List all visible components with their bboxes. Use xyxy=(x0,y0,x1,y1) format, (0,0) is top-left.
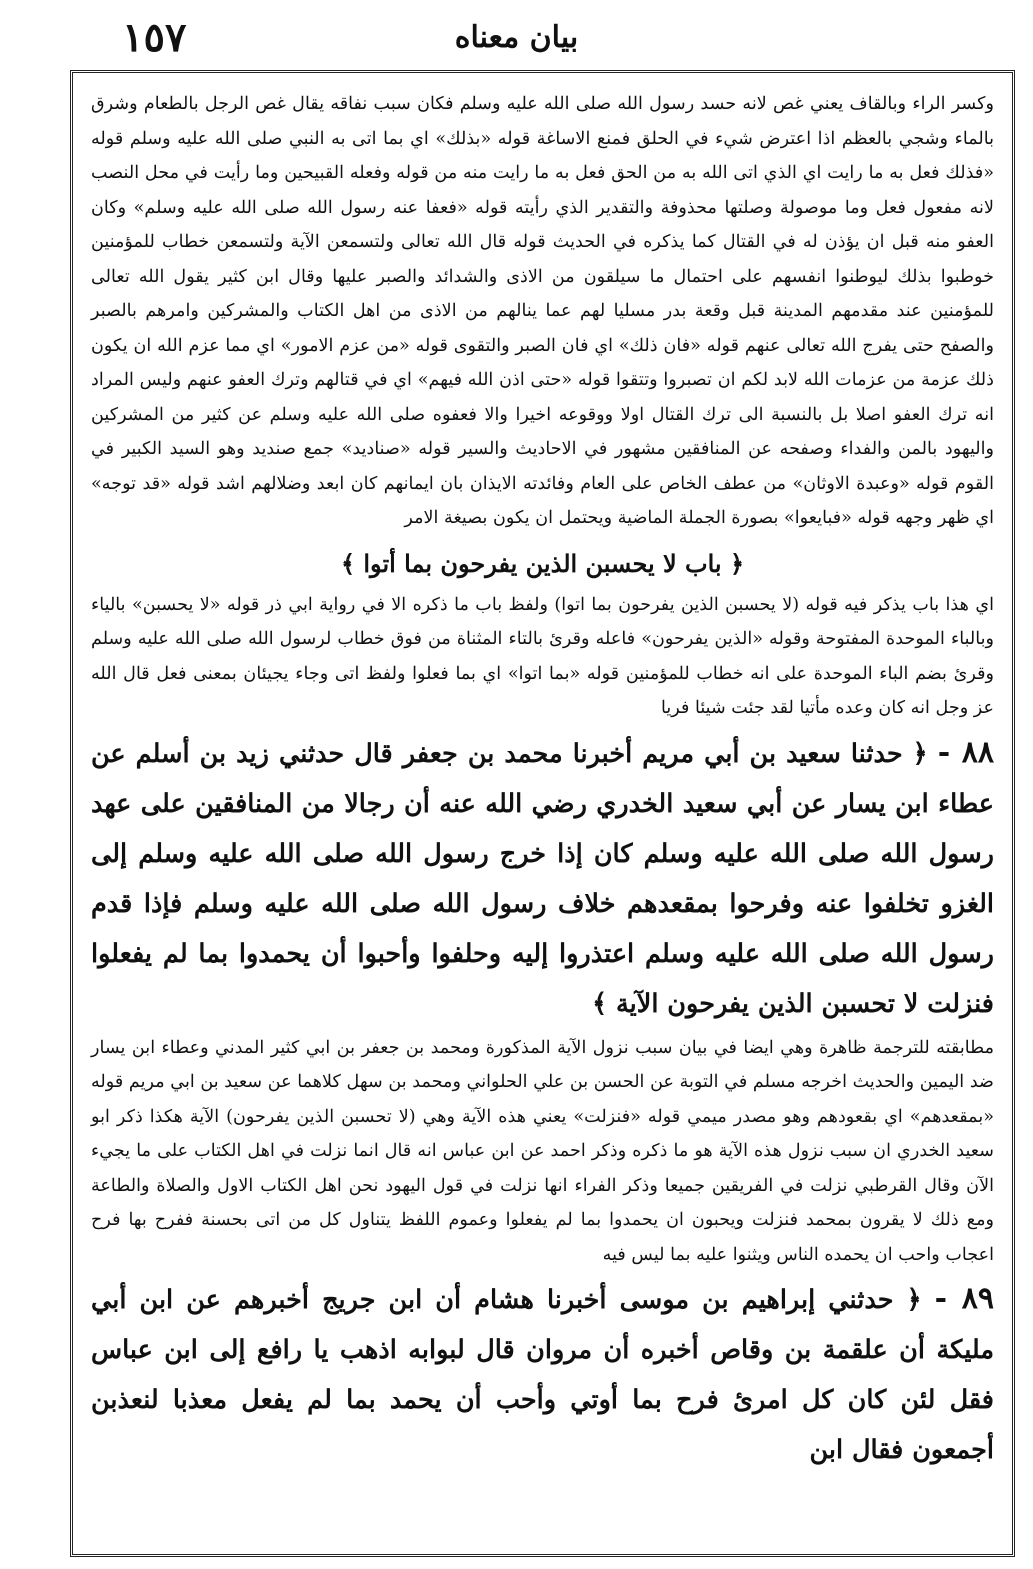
hadith-89: ٨٩ - ﴿ حدثني إبراهيم بن موسى أخبرنا هشام أن ابن جريج أخبرهم عن ابن أبي مليكة أن علقمة بن وقاص أخبره أن مروان قال لبوابه اذهب يا رافع إلى ابن عباس فقل لئن كان كل امرئ فرح بما أوتي وأحب أن يحمد بما لم يفعل معذبا لنعذبن أجمعون فقال ابن xyxy=(91,1281,994,1465)
hadith-text: حدثني إبراهيم بن موسى أخبرنا هشام أن ابن جريج أخبرهم عن ابن أبي مليكة أن علقمة بن وقاص أخبره أن مروان قال لبوابه اذهب يا رافع إلى ابن عباس فقل لئن كان كل امرئ فرح بما أوتي وأحب أن يحمد بما لم يفعل معذبا لنعذبن أجمعون فقال ابن xyxy=(91,1285,994,1465)
page-header xyxy=(60,14,973,70)
chapter-heading: ﴿ باب لا يحسبن الذين يفرحون بما أتوا ﴾ xyxy=(340,548,745,578)
hadith-number: ٨٨ - xyxy=(937,734,994,770)
commentary-block-1: وكسر الراء وبالقاف يعني غص لانه حسد رسول الله صلى الله عليه وسلم فكان سبب نفاقه يقال غص الرجل بالطعام وشرق بالماء وشجي بالعظم اذا اعترض شيء في الحلق فمنع الاساغة قوله «بذلك» اي بما اتى به النبي صلى الله عليه وسلم قوله «فذلك فعل به ما رايت اي الذي اتى الله به من الحق فعل به ما رايت منه من قوله وفعله القبيحين وما رأيت في محل النصب لانه مفعول فعل وما موصولة وصلتها محذوفة والتقدير الذي رأيته قوله «فعفا عنه رسول الله صلى الله عليه وسلم» وكان العفو منه قبل ان يؤذن له في القتال كما يذكره في الحديث قوله قال الله تعالى ولتسمعن الآية ولتسمعن خطاب للمؤمنين خوطبوا بذلك ليوطنوا انفسهم على احتمال ما سيلقون من الاذى والشدائد والصبر عليها وقال ابن كثير يقول الله تعالى للمؤمنين عند مقدمهم المدينة قبل وقعة بدر مسليا لهم عما ينالهم من الاذى من اهل الكتاب والمشركين وامرهم بالصبر والصفح حتى يفرج الله تعالى عنهم قوله «فان ذلك» اي فان الصبر والتقوى قوله «من عزم الامور» اي مما عزم الله ان يكون ذلك عزمة من عزمات الله لابد لكم ان تصبروا وتتقوا قوله «حتى اذن الله فيهم» اي في قتالهم وترك العفو عنهم وليس المراد انه ترك العفو اصلا بل بالنسبة الى ترك القتال اولا ووقوعه اخيرا والا فعفوه صلى الله عليه وسلم عن كثير من المشركين واليهود بالمن والفداء وصفحه عن المنافقين مشهور في الاحاديث والسير قوله «صناديد» جمع صنديد وهو السيد الكبير في القوم قوله «وعبدة الاوثان» من عطف الخاص على العام وفائدته الايذان بان ايمانهم كان ابعد وضلالهم اشد قوله «قد توجه» اي ظهر وجهه قوله «فبايعوا» بصورة الجملة الماضية ويحتمل ان يكون بصيغة الامر xyxy=(91,94,994,528)
hadith-text: حدثنا سعيد بن أبي مريم أخبرنا محمد بن جعفر قال حدثني زيد بن أسلم عن عطاء ابن يسار عن أبي سعيد الخدري رضي الله عنه أن رجالا من المنافقين على عهد رسول الله صلى الله عليه وسلم كان إذا خرج رسول الله صلى الله عليه وسلم إلى الغزو تخلفوا عنه وفرحوا بمقعدهم خلاف رسول الله صلى الله عليه وسلم فإذا قدم رسول الله صلى الله عليه وسلم اعتذروا إليه وحلفوا وأحبوا أن يحمدوا بما لم يفعلوا فنزلت لا تحسبن الذين يفرحون الآية xyxy=(91,738,994,1019)
hadith-number: ٨٩ - xyxy=(934,1281,994,1316)
page-frame xyxy=(70,70,1015,1557)
running-title: بيان معناه xyxy=(454,20,579,55)
commentary-block-3: مطابقته للترجمة ظاهرة وهي ايضا في بيان سبب نزول الآية المذكورة ومحمد بن جعفر بن ابي كثير المدني وعطاء ابن يسار ضد اليمين والحديث اخرجه مسلم في التوبة عن الحسن بن علي الحلواني ومحمد بن سهل كلاهما عن سعيد بن ابي مريم قوله «بمقعدهم» اي بقعودهم وهو مصدر ميمي قوله «فنزلت» يعني هذه الآية وهي (لا تحسبن الذين يفرحون) الآية هكذا ذكر ابو سعيد الخدري ان سبب نزول هذه الآية هو ما ذكره وذكر احمد عن ابن عباس انه قال انما نزلت في اهل الكتاب على ما يجيء الآن وقال القرطبي نزلت في الفريقين جميعا وذكر الفراء انها نزلت في قول اليهود نحن اهل الكتاب الاول والصلاة والطاعة ومع ذلك لا يقرون بمحمد فنزلت ويحبون ان يحمدوا بما لم يفعلوا وعموم اللفظ يتناول كل من اتى بحسنة ففرح بها فرح اعجاب واحب ان يحمده الناس ويثنوا عليه بما ليس فيه xyxy=(91,1037,994,1265)
chapter-heading-text: باب لا يحسبن الذين يفرحون بما أتوا xyxy=(363,548,722,578)
hadith-88: ٨٨ - ﴿ حدثنا سعيد بن أبي مريم أخبرنا محمد بن جعفر قال حدثني زيد بن أسلم عن عطاء ابن يسار عن أبي سعيد الخدري رضي الله عنه أن رجالا من المنافقين على عهد رسول الله صلى الله عليه وسلم كان إذا خرج رسول الله صلى الله عليه وسلم إلى الغزو تخلفوا عنه وفرحوا بمقعدهم خلاف رسول الله صلى الله عليه وسلم فإذا قدم رسول الله صلى الله عليه وسلم اعتذروا إليه وحلفوا وأحبوا أن يحمدوا بما لم يفعلوا فنزلت لا تحسبن الذين يفرحون الآية ﴾ xyxy=(91,734,994,1019)
commentary-block-2: اي هذا باب يذكر فيه قوله (لا يحسبن الذين يفرحون بما اتوا) ولفظ باب ما ذكره الا في رواية ابي ذر قوله «لا يحسبن» بالياء وبالباء الموحدة المفتوحة وقوله «الذين يفرحون» فاعله وقرئ بالتاء المثناة من فوق خطاب لرسول الله صلى الله عليه وسلم وقرئ بضم الباء الموحدة على انه خطاب للمؤمنين قوله «بما اتوا» اي بما فعلوا ولفظ اتى وجاء يجيئان بمعنى فعل قال الله عز وجل انه كان وعده مأتيا لقد جئت شيئا فريا xyxy=(91,594,994,718)
page-number: ١٥٧ xyxy=(122,14,187,61)
